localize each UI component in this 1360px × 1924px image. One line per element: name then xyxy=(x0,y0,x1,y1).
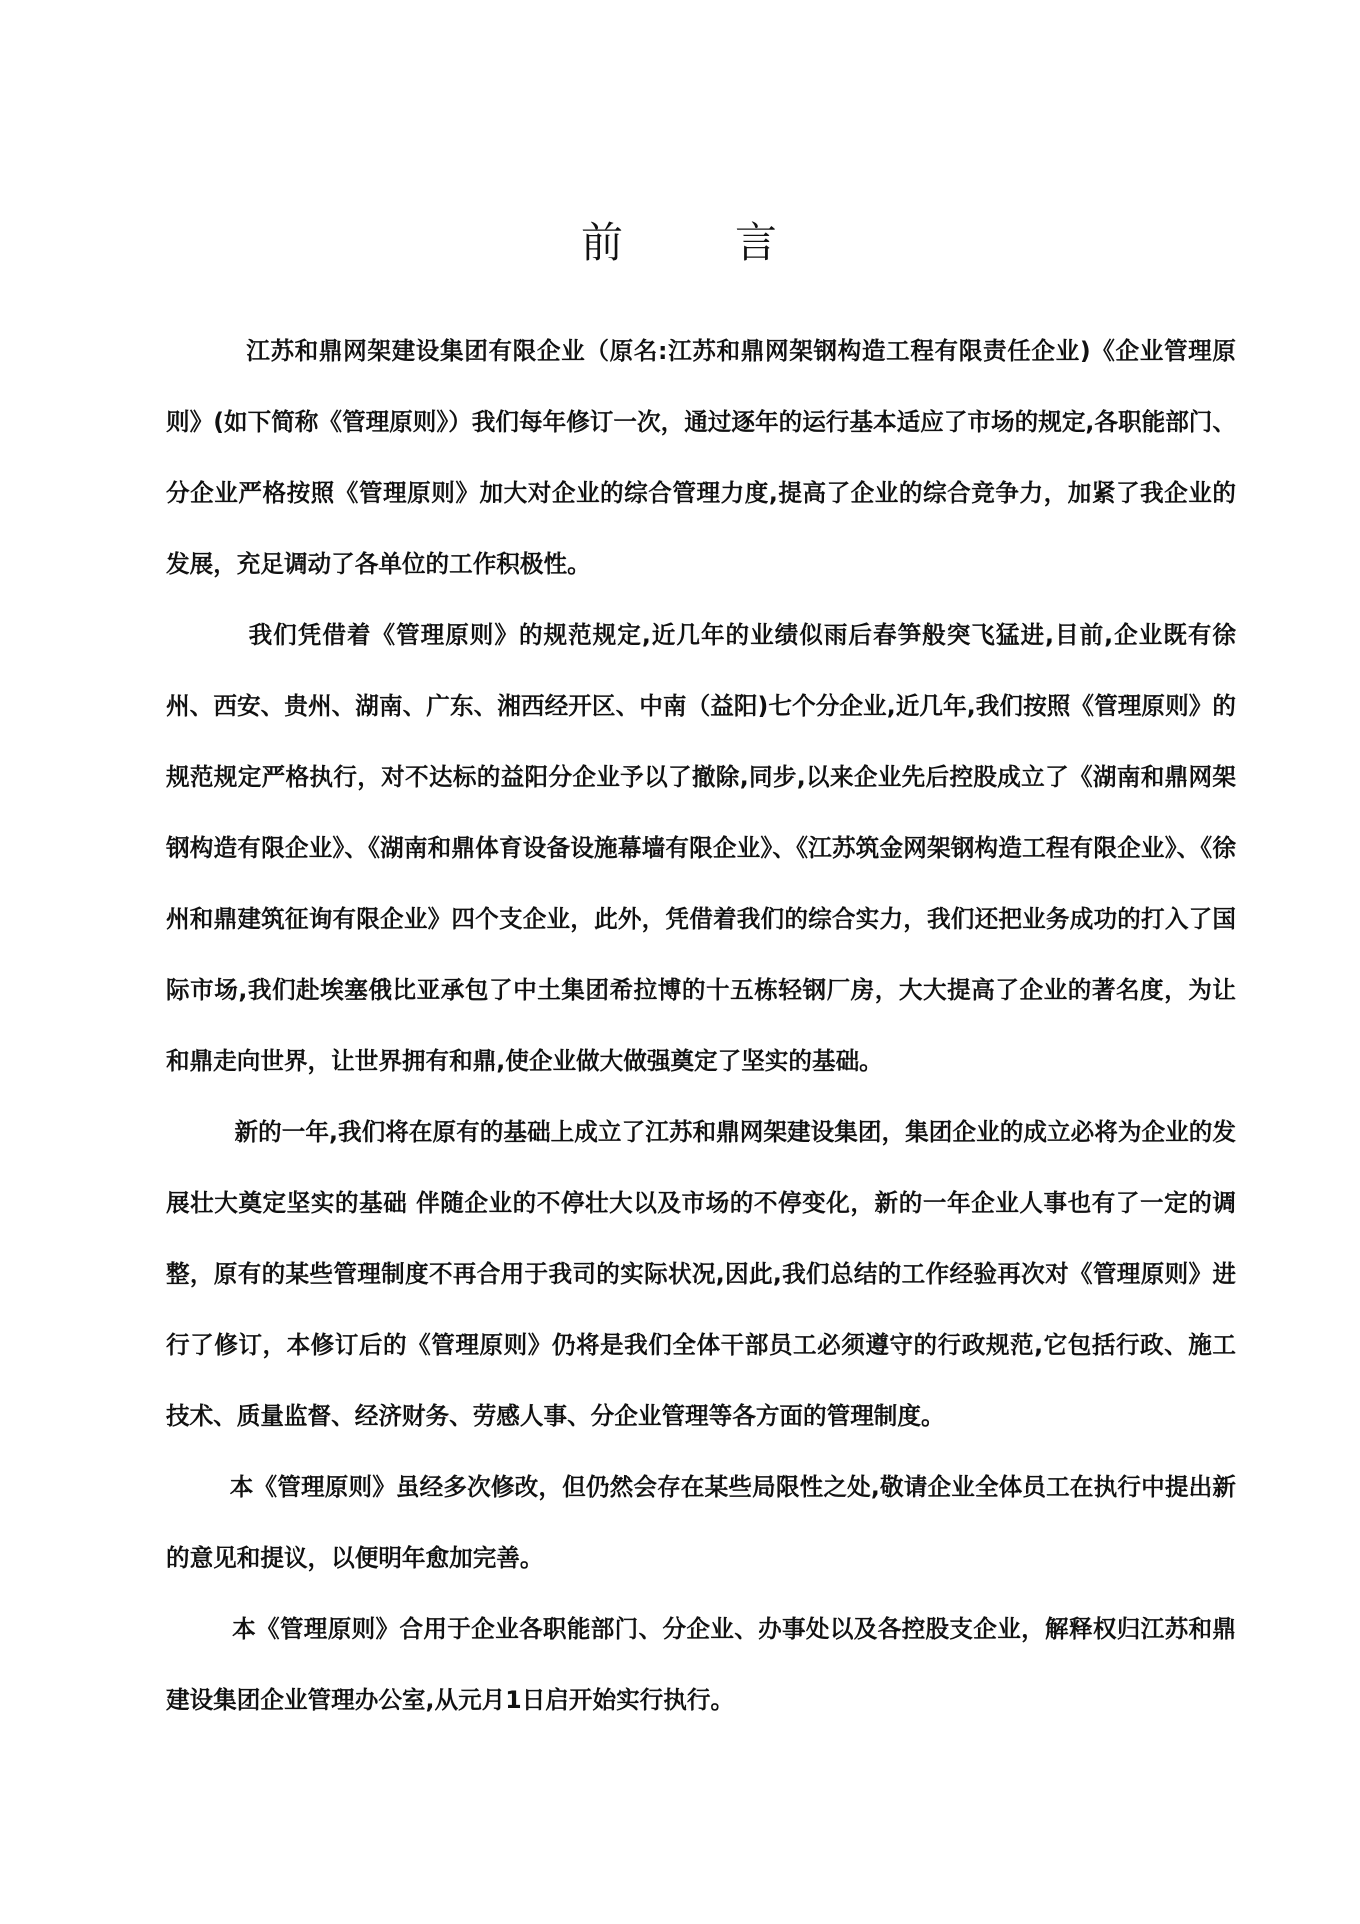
paragraph-3: 新的一年,我们将在原有的基础上成立了江苏和鼎网架建设集团，集团企业的成立必将为企业的发展壮大奠定坚实的基础 伴随企业的不停壮大以及市场的不停变化，新的一年企业人事也有了一定的调整，原有的某些管理制度不再合用于我司的实际状况,因此,我们总结的工作经验再次对《管理原则》进行了修订，本修订后的《管理原则》仍将是我们全体干部员工必须遵守的行政规范,它包括行政、施工技术、质量监督、经济财务、劳感人事、分企业管理等各方面的管理制度。 xyxy=(166,1118,1236,1430)
title-char-2: 言 xyxy=(735,218,780,267)
paragraph-4: 本《管理原则》虽经多次修改，但仍然会存在某些局限性之处,敬请企业全体员工在执行中提出新的意见和提议，以便明年愈加完善。 xyxy=(166,1473,1236,1572)
paragraph-5: 本《管理原则》合用于企业各职能部门、分企业、办事处以及各控股支企业，解释权归江苏和鼎建设集团企业管理办公室,从元月1日启开始实行执行。 xyxy=(166,1615,1236,1714)
title-char-1: 前 xyxy=(580,218,625,267)
preface-body xyxy=(166,316,1236,1736)
paragraph-1: 江苏和鼎网架建设集团有限企业（原名:江苏和鼎网架钢构造工程有限责任企业)《企业管理原则》(如下简称《管理原则》）我们每年修订一次，通过逐年的运行基本适应了市场的规定,各职能部门、分企业严格按照《管理原则》加大对企业的综合管理力度,提高了企业的综合竞争力，加紧了我企业的发展，充足调动了各单位的工作积极性。 xyxy=(166,337,1236,578)
paragraph-2: 我们凭借着《管理原则》的规范规定,近几年的业绩似雨后春笋般突飞猛进,目前,企业既有徐州、西安、贵州、湖南、广东、湘西经开区、中南（益阳)七个分企业,近几年,我们按照《管理原则》的规范规定严格执行，对不达标的益阳分企业予以了撤除,同步,以来企业先后控股成立了《湖南和鼎网架钢构造有限企业》、《湖南和鼎体育设备设施幕墙有限企业》、《江苏筑金网架钢构造工程有限企业》、《徐州和鼎建筑征询有限企业》四个支企业，此外，凭借着我们的综合实力，我们还把业务成功的打入了国际市场,我们赴埃塞俄比亚承包了中土集团希拉博的十五栋轻钢厂房，大大提高了企业的著名度，为让和鼎走向世界，让世界拥有和鼎,使企业做大做强奠定了坚实的基础。 xyxy=(166,621,1236,1075)
page-title xyxy=(0,210,1360,270)
